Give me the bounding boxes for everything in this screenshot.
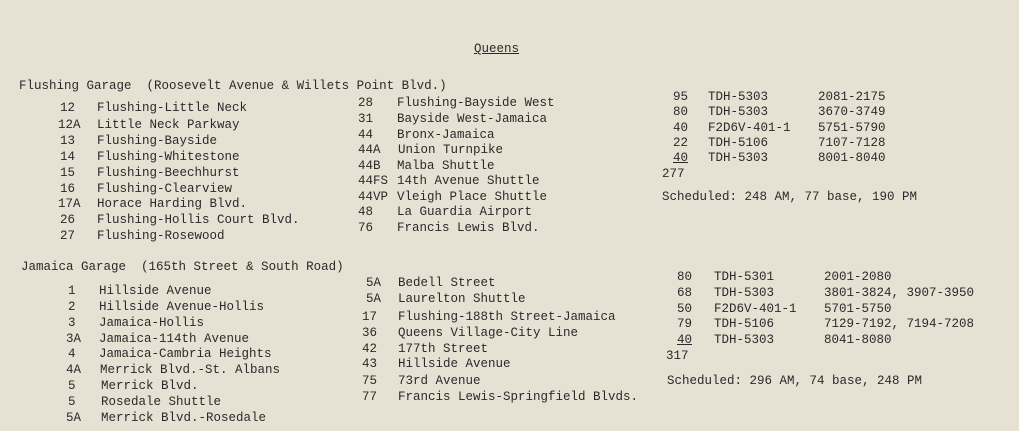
garage-location: (Roosevelt Avenue & Willets Point Blvd.) (146, 79, 447, 93)
route-row (68, 379, 199, 394)
route-row (66, 363, 281, 378)
bus-count: 80 (676, 270, 692, 284)
bus-total: 317 (666, 349, 689, 363)
route-name: Hillside Avenue-Hollis (99, 300, 265, 314)
bus-count: 68 (676, 286, 692, 300)
route-row (60, 134, 218, 149)
bus-count: 22 (672, 136, 688, 150)
schedule-summary: Scheduled: 248 AM, 77 base, 190 PM (662, 190, 918, 204)
garage-name: Jamaica Garage (21, 260, 127, 274)
bus-model: TDH-5106 (714, 317, 775, 331)
route-row (362, 342, 489, 357)
route-number: 4 (68, 347, 76, 361)
route-number: 17A (58, 197, 81, 211)
route-row (68, 316, 205, 331)
route-number: 12A (58, 118, 81, 132)
bus-count: 50 (676, 302, 692, 316)
route-number: 28 (358, 96, 374, 110)
route-name: Flushing-Whitestone (97, 150, 240, 164)
bus-model: TDH-5301 (714, 270, 775, 284)
fleet-numbers: 2081-2175 (818, 90, 886, 104)
route-number: 1 (68, 284, 76, 298)
bus-model: TDH-5303 (708, 90, 769, 104)
route-row (60, 229, 225, 244)
route-row (362, 357, 511, 372)
route-row (68, 300, 265, 315)
fleet-numbers: 5751-5790 (818, 121, 886, 135)
bus-model: TDH-5106 (708, 136, 769, 150)
route-number: 5A (66, 411, 82, 425)
route-name: Horace Harding Blvd. (97, 197, 248, 211)
route-name: Malba Shuttle (397, 159, 495, 173)
route-number: 13 (60, 134, 76, 148)
bus-model: TDH-5303 (714, 286, 775, 300)
route-name: Flushing-188th Street-Jamaica (398, 310, 616, 324)
route-name: Merrick Blvd. (101, 379, 199, 393)
route-name: 14th Avenue Shuttle (397, 174, 540, 188)
route-number: 75 (362, 374, 378, 388)
route-name: 177th Street (398, 342, 489, 356)
bus-count: 95 (672, 90, 688, 104)
route-name: Queens Village-City Line (398, 326, 579, 340)
route-row (68, 347, 272, 362)
route-row (358, 190, 548, 205)
bus-count: 79 (676, 317, 692, 331)
route-number: 76 (358, 221, 374, 235)
route-number: 5 (68, 395, 76, 409)
route-row (58, 197, 248, 212)
route-name: Union Turnpike (398, 143, 504, 157)
garage-location: (165th Street & South Road) (141, 260, 344, 274)
bus-count: 80 (672, 105, 688, 119)
route-row (60, 150, 240, 165)
route-number: 15 (60, 166, 76, 180)
route-row (358, 112, 548, 127)
fleet-numbers: 8001-8040 (818, 151, 886, 165)
route-number: 27 (60, 229, 76, 243)
route-row (66, 332, 250, 347)
route-name: Flushing-Rosewood (97, 229, 225, 243)
route-number: 2 (68, 300, 76, 314)
route-row (358, 205, 533, 220)
route-name: Flushing-Little Neck (97, 101, 248, 115)
route-name: Bayside West-Jamaica (397, 112, 548, 126)
route-number: 36 (362, 326, 378, 340)
route-number: 42 (362, 342, 378, 356)
route-name: Jamaica-114th Avenue (99, 332, 250, 346)
route-number: 3 (68, 316, 76, 330)
route-name: Flushing-Beechhurst (97, 166, 240, 180)
bus-model: TDH-5303 (708, 151, 769, 165)
route-number: 44 (358, 128, 374, 142)
route-number: 77 (362, 390, 378, 404)
route-number: 44B (358, 159, 381, 173)
schedule-summary: Scheduled: 296 AM, 74 base, 248 PM (667, 374, 923, 388)
route-name: Hillside Avenue (398, 357, 511, 371)
route-row (58, 118, 240, 133)
route-name: Flushing-Hollis Court Blvd. (97, 213, 300, 227)
route-name: Merrick Blvd.-Rosedale (101, 411, 267, 425)
route-row (358, 96, 555, 111)
bus-count: 40 (672, 121, 688, 135)
route-row (358, 128, 495, 143)
bus-model: TDH-5303 (708, 105, 769, 119)
fleet-numbers: 5701-5750 (824, 302, 892, 316)
route-row (362, 310, 616, 325)
route-number: 4A (66, 363, 82, 377)
route-number: 5A (366, 292, 382, 306)
route-name: Bronx-Jamaica (397, 128, 495, 142)
route-name: Merrick Blvd.-St. Albans (100, 363, 281, 377)
route-name: Flushing-Clearview (97, 182, 233, 196)
garage-heading (19, 79, 447, 94)
route-row (362, 374, 481, 389)
garage-heading (21, 260, 344, 275)
route-name: Laurelton Shuttle (398, 292, 526, 306)
route-number: 12 (60, 101, 76, 115)
route-row (362, 390, 639, 405)
route-row (60, 166, 240, 181)
route-row (366, 276, 496, 291)
route-row (60, 182, 233, 197)
route-name: Bedell Street (398, 276, 496, 290)
route-name: Francis Lewis-Springfield Blvds. (398, 390, 639, 404)
bus-count: 40 (672, 151, 688, 165)
fleet-numbers: 2001-2080 (824, 270, 892, 284)
bus-model: TDH-5303 (714, 333, 775, 347)
fleet-numbers: 7107-7128 (818, 136, 886, 150)
bus-model: F2D6V-401-1 (714, 302, 797, 316)
page-title: Queens (474, 42, 520, 56)
route-name: 73rd Avenue (398, 374, 481, 388)
route-name: La Guardia Airport (397, 205, 533, 219)
route-name: Jamaica-Hollis (99, 316, 205, 330)
fleet-numbers: 7129-7192, 7194-7208 (824, 317, 975, 331)
route-name: Jamaica-Cambria Heights (99, 347, 272, 361)
route-row (366, 292, 526, 307)
route-name: Little Neck Parkway (97, 118, 240, 132)
route-name: Flushing-Bayside West (397, 96, 555, 110)
route-row (60, 213, 300, 228)
route-number: 43 (362, 357, 378, 371)
route-row (68, 395, 222, 410)
bus-total: 277 (662, 167, 685, 181)
route-name: Vleigh Place Shuttle (397, 190, 548, 204)
route-number: 44A (358, 143, 381, 157)
route-number: 48 (358, 205, 374, 219)
bus-count: 40 (676, 333, 692, 347)
route-row (60, 101, 248, 116)
route-number: 16 (60, 182, 76, 196)
route-number: 3A (66, 332, 82, 346)
bus-model: F2D6V-401-1 (708, 121, 791, 135)
fleet-numbers: 3670-3749 (818, 105, 886, 119)
route-row (358, 174, 540, 189)
route-name: Flushing-Bayside (97, 134, 218, 148)
route-name: Rosedale Shuttle (101, 395, 222, 409)
route-name: Francis Lewis Blvd. (397, 221, 540, 235)
route-row (358, 159, 495, 174)
route-name: Hillside Avenue (99, 284, 212, 298)
route-row (66, 411, 267, 426)
route-number: 17 (362, 310, 378, 324)
fleet-numbers: 8041-8080 (824, 333, 892, 347)
route-number: 5A (366, 276, 382, 290)
garage-name: Flushing Garage (19, 79, 132, 93)
route-row (362, 326, 579, 341)
route-number: 44VP (358, 190, 389, 204)
route-row (358, 143, 504, 158)
route-row (68, 284, 212, 299)
route-number: 5 (68, 379, 76, 393)
route-number: 14 (60, 150, 76, 164)
route-number: 44FS (358, 174, 389, 188)
route-number: 26 (60, 213, 76, 227)
route-number: 31 (358, 112, 374, 126)
route-row (358, 221, 540, 236)
fleet-numbers: 3801-3824, 3907-3950 (824, 286, 975, 300)
